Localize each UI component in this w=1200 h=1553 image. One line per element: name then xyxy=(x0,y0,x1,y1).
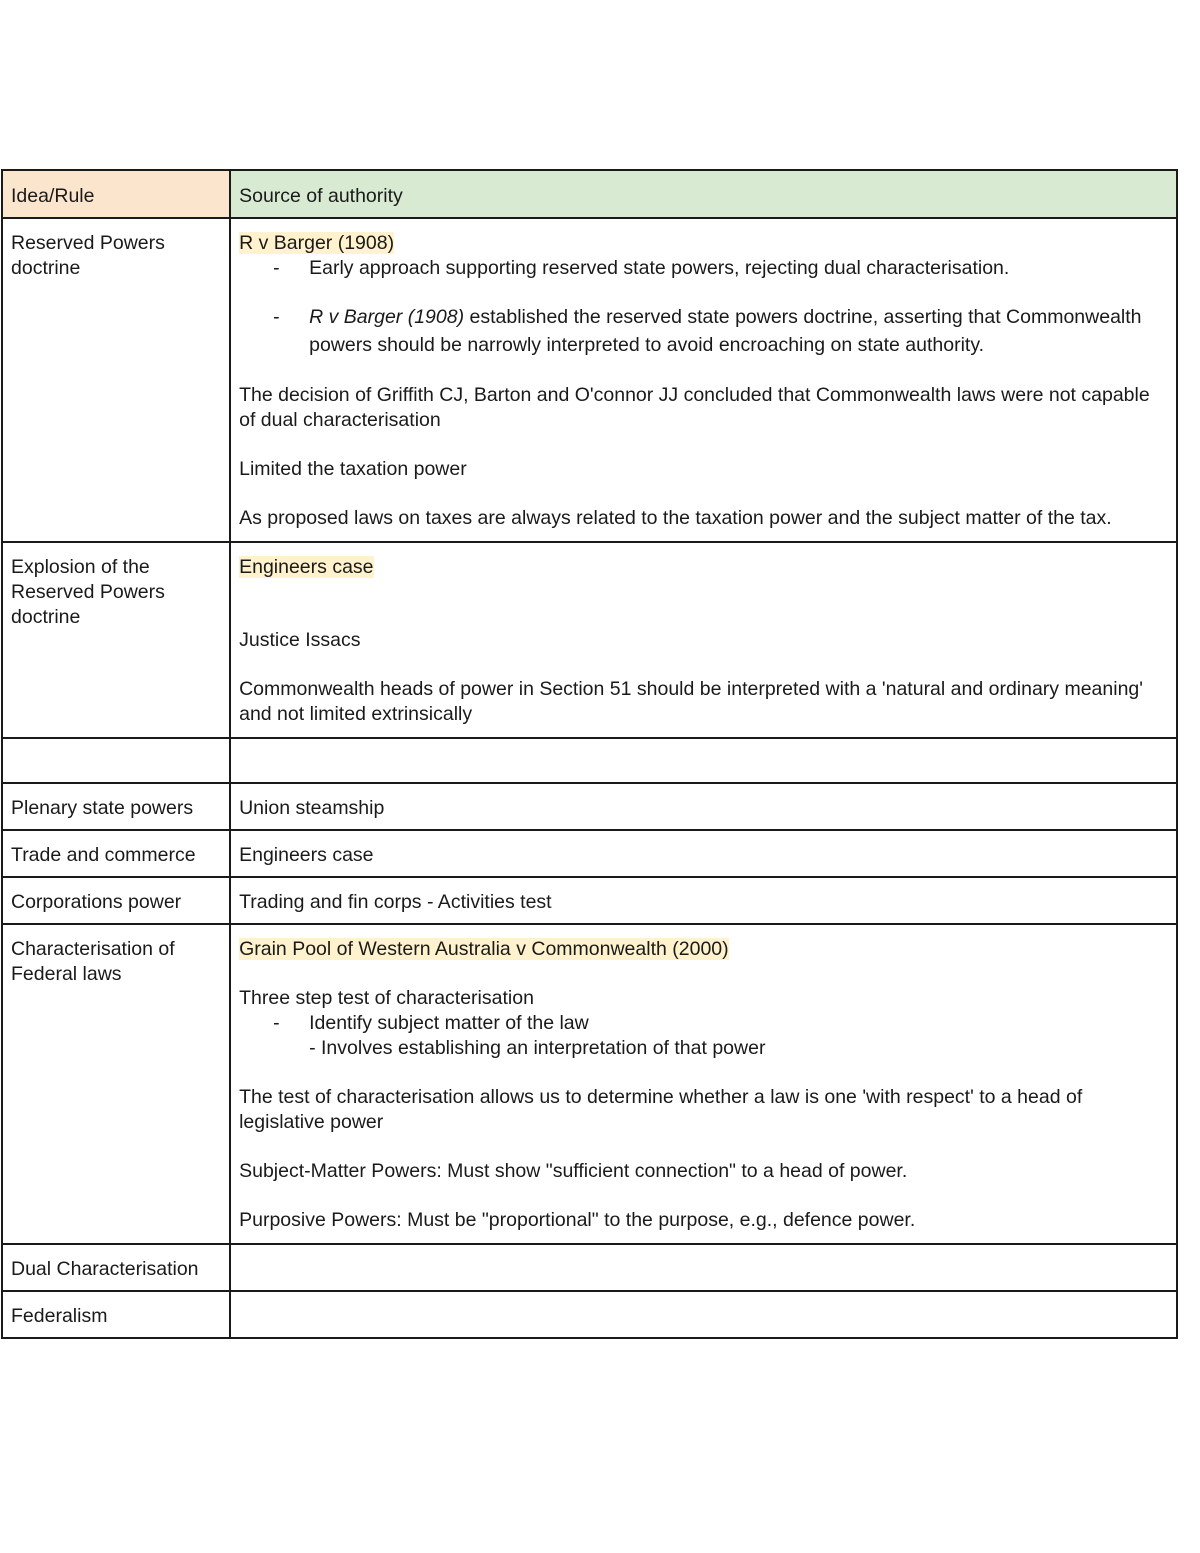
paragraph: As proposed laws on taxes are always related to the taxation power and the subject matter of the tax. xyxy=(239,507,1112,529)
source-cell: Engineers case xyxy=(230,830,1177,877)
table-row xyxy=(2,218,1177,542)
idea-cell: Explosion of the Reserved Powers doctrine xyxy=(2,542,230,738)
source-cell xyxy=(230,924,1177,1244)
dash-marker: - xyxy=(273,306,280,328)
bullet-text: Early approach supporting reserved state powers, rejecting dual characterisation. xyxy=(309,257,1010,279)
list-item xyxy=(239,256,1168,281)
dash-marker: - xyxy=(273,257,280,279)
idea-cell: Characterisation of Federal laws xyxy=(2,924,230,1244)
table-row xyxy=(2,783,1177,830)
paragraph: Commonwealth heads of power in Section 51 should be interpreted with a 'natural and ordinary meaning' and not limited extrinsically xyxy=(239,678,1143,725)
sub-item: - Involves establishing an interpretation of that power xyxy=(309,1037,766,1059)
idea-cell xyxy=(2,738,230,783)
paragraph: The test of characterisation allows us to determine whether a law is one 'with respect' to a head of legislative power xyxy=(239,1086,1083,1133)
case-citation: R v Barger (1908) xyxy=(309,306,465,328)
source-cell xyxy=(230,1291,1177,1338)
paragraph: Limited the taxation power xyxy=(239,458,467,480)
table-row xyxy=(2,1291,1177,1338)
table-row xyxy=(2,1244,1177,1291)
source-cell: Trading and fin corps - Activities test xyxy=(230,877,1177,924)
dash-marker: - xyxy=(273,1012,280,1034)
paragraph: Justice Issacs xyxy=(239,629,361,651)
source-cell xyxy=(230,542,1177,738)
header-source-of-authority: Source of authority xyxy=(230,170,1177,218)
table-row xyxy=(2,738,1177,783)
table-row xyxy=(2,877,1177,924)
idea-cell: Federalism xyxy=(2,1291,230,1338)
paragraph: The decision of Griffith CJ, Barton and O'connor JJ concluded that Commonwealth laws were not capable of dual characterisation xyxy=(239,384,1150,431)
idea-cell: Reserved Powers doctrine xyxy=(2,218,230,542)
source-cell xyxy=(230,738,1177,783)
paragraph: Subject-Matter Powers: Must show "sufficient connection" to a head of power. xyxy=(239,1160,908,1182)
idea-cell: Trade and commerce xyxy=(2,830,230,877)
table-row xyxy=(2,830,1177,877)
paragraph: Three step test of characterisation xyxy=(239,987,534,1009)
rules-table xyxy=(1,169,1178,1339)
bullet-text: Identify subject matter of the law xyxy=(309,1012,589,1034)
bullet-list xyxy=(239,1011,1168,1036)
paragraph: Purposive Powers: Must be "proportional" to the purpose, e.g., defence power. xyxy=(239,1209,916,1231)
list-item xyxy=(239,303,1168,359)
source-cell xyxy=(230,1244,1177,1291)
table-row xyxy=(2,542,1177,738)
idea-cell: Corporations power xyxy=(2,877,230,924)
source-cell: Union steamship xyxy=(230,783,1177,830)
bullet-text: established the reserved state powers doctrine, asserting that Commonwealth powers should be narrowly interpreted to avoid encroaching on state authority. xyxy=(309,306,1142,356)
case-highlight: Engineers case xyxy=(239,556,374,578)
header-idea-rule: Idea/Rule xyxy=(2,170,230,218)
table-row xyxy=(2,924,1177,1244)
source-cell xyxy=(230,218,1177,542)
case-highlight: R v Barger (1908) xyxy=(239,232,395,254)
list-item xyxy=(239,1011,1168,1036)
bullet-list xyxy=(239,256,1168,359)
idea-cell: Dual Characterisation xyxy=(2,1244,230,1291)
case-highlight: Grain Pool of Western Australia v Commonwealth (2000) xyxy=(239,938,729,960)
idea-cell: Plenary state powers xyxy=(2,783,230,830)
table-header-row xyxy=(2,170,1177,218)
